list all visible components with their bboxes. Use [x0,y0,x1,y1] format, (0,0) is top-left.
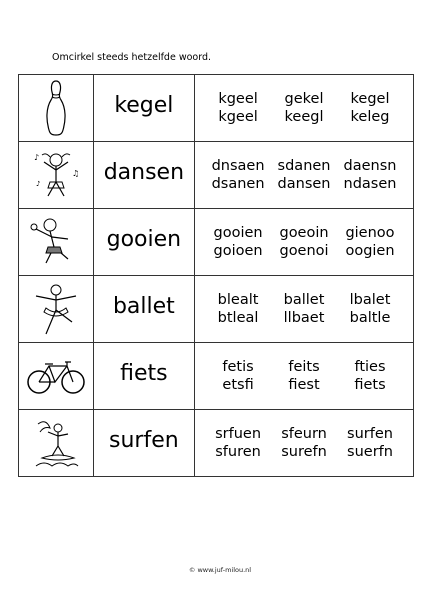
word-option[interactable]: etsfi [222,377,254,393]
target-word-cell [93,142,194,209]
word-option[interactable]: ndasen [343,176,397,192]
svg-text:♪: ♪ [35,180,41,188]
target-word: ballet [112,293,175,319]
options-cell [195,75,414,142]
word-option[interactable]: daensn [343,158,397,174]
word-option[interactable]: fiets [354,377,386,393]
word-option[interactable]: sdanen [277,158,331,174]
image-cell [19,142,94,209]
word-option[interactable]: fties [354,359,386,375]
target-word-cell [93,209,194,276]
word-option[interactable]: blealt [217,292,259,308]
target-word: gooien [106,226,182,252]
word-option[interactable]: kgeel [218,109,258,125]
image-cell [19,343,94,410]
instruction-text: Omcirkel steeds hetzelfde woord. [52,52,212,63]
word-option[interactable]: gooien [213,225,263,241]
options-cell [195,142,414,209]
word-option[interactable]: gienoo [345,225,395,241]
word-option[interactable]: surefn [281,444,327,460]
target-word: dansen [103,159,185,185]
word-option[interactable]: suerfn [347,444,393,460]
word-option[interactable]: dsanen [211,176,265,192]
word-option[interactable]: sfuren [215,444,261,460]
bicycle-icon [25,356,87,396]
image-cell [19,276,94,343]
word-option[interactable]: gekel [284,91,324,107]
copyright-footer: © www.juf-milou.nl [188,566,252,574]
word-option[interactable]: dnsaen [211,158,265,174]
word-option[interactable]: btleal [217,310,259,326]
target-word-cell [93,276,194,343]
word-option[interactable]: fiest [288,377,320,393]
target-word: kegel [114,92,174,118]
table-row [19,343,414,410]
word-option[interactable]: oogien [345,243,395,259]
options-cell [195,276,414,343]
word-option[interactable]: feits [288,359,320,375]
image-cell [19,410,94,477]
word-option[interactable]: keleg [350,109,390,125]
word-option[interactable]: goioen [213,243,263,259]
target-word: surfen [109,427,179,453]
table-row [19,276,414,343]
image-cell [19,209,94,276]
word-option[interactable]: sfeurn [281,426,327,442]
word-option[interactable]: baltle [349,310,391,326]
word-option[interactable]: llbaet [283,310,325,326]
word-option[interactable]: srfuen [215,426,262,442]
ballerina-icon [28,280,84,338]
target-word-cell [93,75,194,142]
target-word-cell [93,343,194,410]
options-cell [195,209,414,276]
word-table [18,74,414,477]
target-word: fiets [120,360,168,386]
word-option[interactable]: dansen [277,176,331,192]
surfer-icon [28,414,84,472]
word-option[interactable]: goenoi [279,243,329,259]
svg-text:♪: ♪ [33,153,39,162]
svg-text:♫: ♫ [71,169,79,178]
dancing-girl-icon [28,146,84,204]
target-word-cell [93,410,194,477]
options-cell [195,410,414,477]
bowling-pin-icon [41,78,71,138]
table-row [19,142,414,209]
word-option[interactable]: kegel [350,91,390,107]
word-option[interactable]: surfen [347,426,393,442]
table-row [19,410,414,477]
word-option[interactable]: kgeel [218,91,258,107]
word-option[interactable]: ballet [283,292,325,308]
table-row [19,209,414,276]
word-option[interactable]: keegl [284,109,324,125]
throwing-girl-icon [28,213,84,271]
table-row [19,75,414,142]
options-cell [195,343,414,410]
word-option[interactable]: fetis [222,359,254,375]
image-cell [19,75,94,142]
word-option[interactable]: goeoin [279,225,329,241]
word-option[interactable]: lbalet [349,292,391,308]
